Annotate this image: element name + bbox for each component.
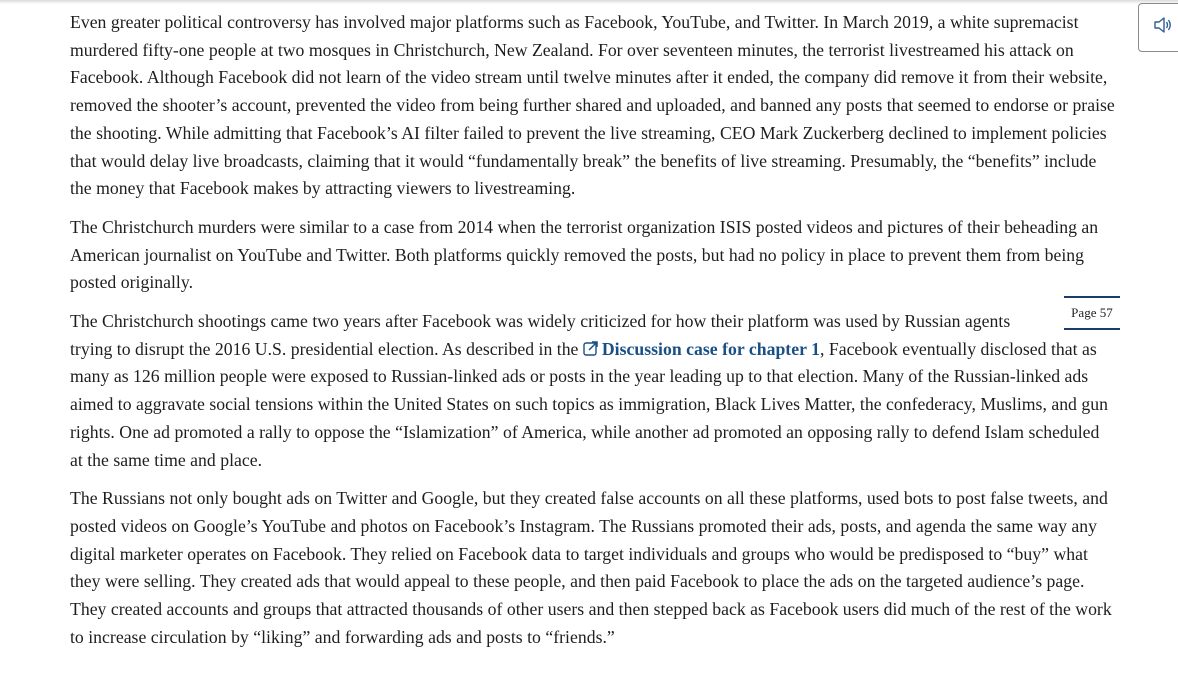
paragraph-3 <box>70 305 1115 474</box>
paragraph-3-text-end: , Facebook eventually disclosed that as many as 126 million people were exposed to Russian-linked ads or posts in the year leading up to that election. Many of the Russian-linked ads aimed to aggravate social tensions within the United States on such topics as immigration, Black Lives Matter, the confederacy, Muslims, and gun rights. One ad promoted a rally to oppose the “Islamization” of America, while another ad promoted an opposing rally to defend Islam scheduled at the same time and place. <box>70 338 1108 470</box>
reading-content <box>70 9 1115 662</box>
external-link-icon <box>583 337 599 353</box>
read-aloud-button[interactable] <box>1138 3 1178 52</box>
speaker-icon <box>1153 16 1173 39</box>
discussion-case-link[interactable] <box>583 339 820 359</box>
top-shadow <box>0 0 1178 4</box>
paragraph-1: Even greater political controversy has involved major platforms such as Facebook, YouTube, and Twitter. In March 2019, a white supremacist murdered fifty-one people at two mosques in Christchurch, New Zealand. For over seventeen minutes, the terrorist livestreamed his attack on Facebook. Although Facebook did not learn of the video stream until twelve minutes after it ended, the company did remove it from their website, removed the shooter’s account, prevented the video from being further shared and uploaded, and banned any posts that seemed to endorse or praise the shooting. While admitting that Facebook’s AI filter failed to prevent the live streaming, CEO Mark Zuckerberg declined to implement policies that would delay live broadcasts, claiming that it would “fundamentally break” the benefits of live streaming. Presumably, the “benefits” include the money that Facebook makes by attracting viewers to livestreaming. <box>70 12 1115 199</box>
paragraph-4: The Russians not only bought ads on Twitter and Google, but they created false accounts on all these platforms, used bots to post false tweets, and posted videos on Google’s YouTube and photos on Facebook’s Instagram. The Russians promoted their ads, posts, and agenda the same way any digital marketer operates on Facebook. They relied on Facebook data to target individuals and groups who would be predisposed to “buy” what they were selling. They created ads that would appeal to these people, and then paid Facebook to place the ads on the targeted audience’s page. They created accounts and groups that attracted thousands of other users and then stepped back as Facebook users did much of the rest of the work to increase circulation by “liking” and forwarding ads and posts to “friends.” <box>70 488 1112 647</box>
paragraph-2: The Christchurch murders were similar to a case from 2014 when the terrorist organization ISIS posted videos and pictures of their beheading an American journalist on YouTube and Twitter. Both platforms quickly removed the posts, but had no policy in place to prevent them from being posted originally. <box>70 216 1099 293</box>
discussion-case-link-label: Discussion case for chapter 1 <box>601 338 820 359</box>
page-number-marker: Page 57 <box>1064 296 1120 330</box>
paragraph-3-text-start: The Christchurch shootings came two years after Facebook was widely criticized for how their platform was used by Russian agents trying to disrupt the 2016 U.S. presidential election. As described in the <box>70 311 1011 359</box>
